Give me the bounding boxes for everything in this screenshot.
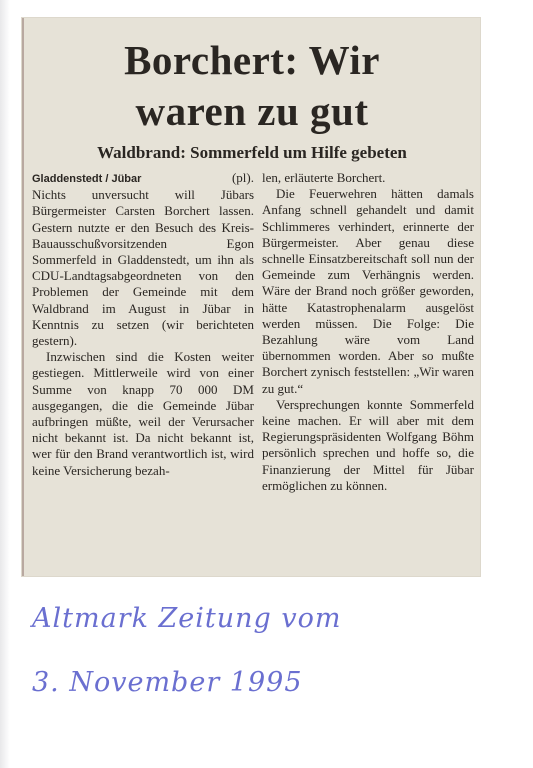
paragraph-text: Die Feuerwehren hätten damals Anfang schnell gehandelt und damit Schlimmeres verhindert, erinnerte der Bürgermeister. Aber genau diese schnelle Einsatzbereitschaft soll nun der Gemeinde zum Verhängnis werden. Wäre der Brand noch größer geworden, hätte Katastrophenalarm ausgelöst werden müssen. Die Folge: Die Bezahlung wäre vom Land übernommen worden. Aber so mußte Borchert zynisch feststellen: „Wir waren zu gut.“ bbox=[262, 186, 474, 396]
handwritten-source-note: Altmark Zeitung vom bbox=[32, 603, 342, 634]
paragraph-text: len, erläuterte Borchert. bbox=[262, 170, 386, 185]
headline-line-2: waren zu gut bbox=[135, 88, 369, 134]
paragraph-text: Versprechungen konnte Sommerfeld keine machen. Er will aber mit dem Regierungspräsidenten Wolfgang Böhm persönlich sprechen und hoffe so, die Finanzierung der Mittel für Jübar ermöglichen zu können. bbox=[262, 396, 474, 493]
paragraph-text: Nichts unversucht will Jübars Bürgermeister Carsten Borchert lassen. Gestern nutzte er den Besuch des Kreis-Bauausschußvorsitzenden Egon Sommerfeld in Gladdenstedt, um ihn als CDU-Landtagsabgeordneten von den Problemen der Gemeinde mit dem Waldbrand im August in Jübar in Kenntnis zu setzen (wir berichteten gestern). bbox=[32, 187, 254, 349]
dateline: Gladdenstedt / Jübar bbox=[32, 173, 142, 185]
article-column-left bbox=[32, 170, 254, 479]
headline-line-1: Borchert: Wir bbox=[124, 37, 380, 83]
subheadline: Waldbrand: Sommerfeld um Hilfe gebeten bbox=[97, 143, 407, 162]
newspaper-clipping bbox=[22, 18, 480, 576]
handwritten-date-note: 3. November 1995 bbox=[32, 667, 303, 698]
scan-edge bbox=[0, 0, 10, 768]
article-column-right bbox=[262, 170, 474, 494]
paragraph bbox=[32, 170, 254, 349]
author-tag: (pl). bbox=[231, 170, 254, 185]
paragraph-text: Inzwischen sind die Kosten weiter gestiegen. Mittlerweile wird von einer Summe von knapp 70 000 DM ausgegangen, die die Gemeinde Jübar aufbringen müßte, weil der Verursacher nicht bekannt ist. Da nicht bekannt ist, wer für den Brand verantwortlich ist, wird keine Versicherung bezah- bbox=[32, 349, 254, 478]
